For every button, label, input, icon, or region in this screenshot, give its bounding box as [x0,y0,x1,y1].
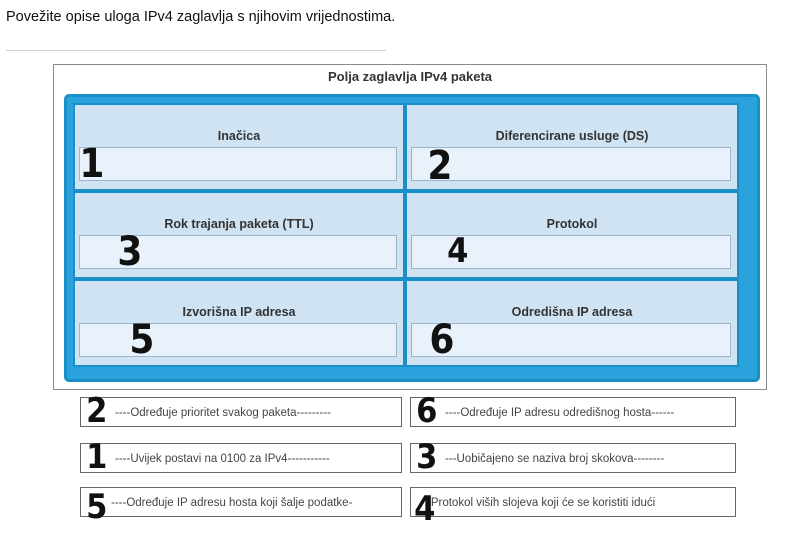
field-label: Izvorišna IP adresa [182,305,296,319]
field-differentiated-services [405,103,739,191]
description-tile[interactable] [410,437,736,477]
answer-drop-zone[interactable] [411,231,731,271]
description-tile[interactable] [410,487,736,529]
handwritten-number: 4 [414,489,436,529]
answer-drop-zone[interactable] [79,317,397,363]
description-tile[interactable] [80,487,402,527]
field-protocol [405,191,739,279]
description-text: ----Određuje IP adresu odredišnog hosta------ [445,407,675,419]
description-text: ----Određuje prioritet svakog paketa--------- [115,407,331,419]
handwritten-answer: 5 [129,317,155,363]
handwritten-answer: 3 [117,229,143,275]
answer-drop-zone[interactable] [79,229,397,275]
description-text: -Protokol viših slojeva koji će se koristiti idući [427,497,656,509]
description-text: ---Uobičajeno se naziva broj skokova-------- [445,453,665,465]
header-fields-grid [64,94,760,382]
handwritten-number: 1 [86,437,108,477]
handwritten-answer: 1 [79,141,105,187]
field-label: Protokol [546,217,598,231]
handwritten-number: 6 [416,391,438,431]
description-tile[interactable] [80,391,402,431]
field-destination-ip [405,279,739,367]
field-label: Odredišna IP adresa [511,305,633,319]
diagram-title: Polja zaglavlja IPv4 paketa [327,69,493,84]
ipv4-header-diagram [53,64,767,390]
field-source-ip [73,279,405,367]
instruction-text: Povežite opise uloga IPv4 zaglavlja s njihovim vrijednostima. [6,9,396,25]
description-text: ----Određuje IP adresu hosta koji šalje podatke- [111,497,353,509]
handwritten-answer: 6 [429,317,455,363]
divider [6,50,386,51]
field-label: Diferencirane usluge (DS) [495,129,649,143]
handwritten-number: 2 [86,391,108,431]
field-ttl [73,191,405,279]
field-label: Inačica [217,129,261,143]
handwritten-number: 3 [416,437,438,477]
description-tile[interactable] [410,391,736,431]
handwritten-answer: 2 [427,143,453,189]
answer-drop-zone[interactable] [411,317,731,363]
answer-drop-zone[interactable] [411,143,731,189]
answer-drop-zone[interactable] [79,141,397,187]
handwritten-answer: 4 [447,231,469,271]
field-version [73,103,405,191]
handwritten-number: 5 [86,487,108,527]
description-text: ----Uvijek postavi na 0100 za IPv4----------- [115,453,330,465]
field-label: Rok trajanja paketa (TTL) [164,217,314,231]
description-tile[interactable] [80,437,402,477]
